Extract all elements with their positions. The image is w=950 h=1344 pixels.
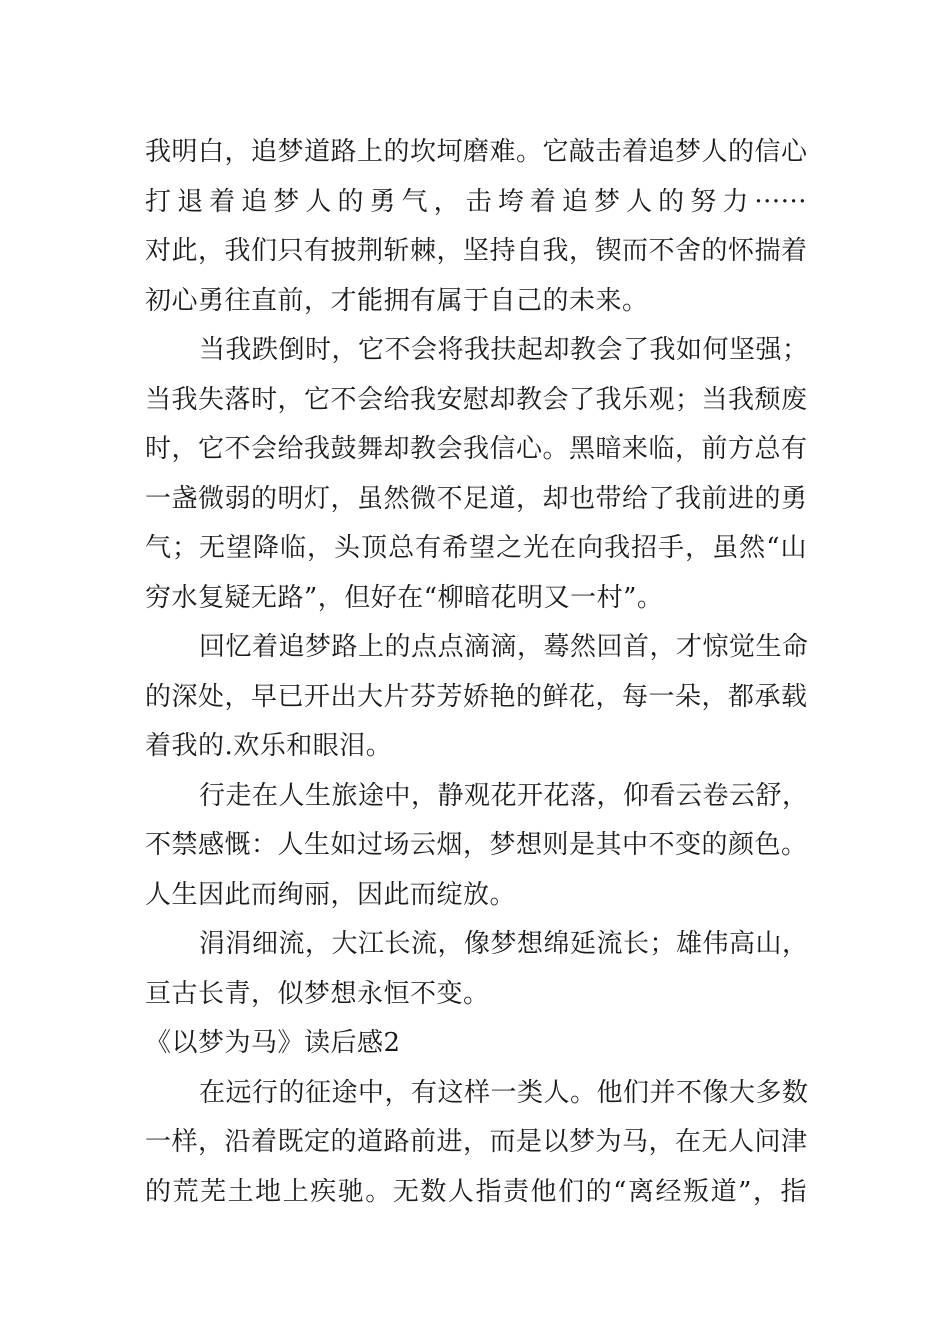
paragraph xyxy=(145,128,807,326)
text-line: 我明白，追梦道路上的坎坷磨难。它敲击着追梦人的信心 xyxy=(145,137,808,167)
text-line: 气；无望降临，头顶总有希望之光在向我招手，虽然“山 xyxy=(145,533,807,563)
text-line: 初心勇往直前，才能拥有属于自己的未来。 xyxy=(145,285,649,316)
text-line: 当我跌倒时，它不会将我扶起却教会了我如何坚强； xyxy=(199,335,809,365)
paragraph xyxy=(145,1069,807,1218)
section-heading: 《以梦为马》读后感2 xyxy=(145,1028,401,1058)
text-line: 一盏微弱的明灯，虽然微不足道，却也带给了我前进的勇 xyxy=(145,483,808,514)
text-line: 的深处，早已开出大片芬芳娇艳的鲜花，每一朵，都承载 xyxy=(145,681,808,712)
text-line: 当我失落时，它不会给我安慰却教会了我乐观；当我颓废 xyxy=(145,384,808,415)
text-line: 不禁感慨：人生如过场云烟，梦想则是其中不变的颜色。 xyxy=(145,830,808,860)
text-line: 穷水复疑无路”，但好在“柳暗花明又一村”。 xyxy=(145,582,664,613)
paragraph xyxy=(145,920,807,1019)
text-line: 人生因此而绚丽，因此而绽放。 xyxy=(145,879,517,910)
text-line: 行走在人生旅途中，静观花开花落，仰看云卷云舒， xyxy=(199,780,809,811)
text-line: 一样，沿着既定的道路前进，而是以梦为马，在无人问津 xyxy=(145,1127,808,1157)
document-body xyxy=(145,128,807,1217)
text-line: 在远行的征途中，有这样一类人。他们并不像大多数 xyxy=(199,1077,809,1108)
text-line: 时，它不会给我鼓舞却教会我信心。黑暗来临，前方总有 xyxy=(145,434,808,464)
text-line: 打退着追梦人的勇气，击垮着追梦人的努力······ xyxy=(145,186,807,217)
text-line: 着我的.欢乐和眼泪。 xyxy=(145,731,393,761)
text-line: 对此，我们只有披荆斩棘，坚持自我，锲而不舍的怀揣着 xyxy=(145,236,808,266)
text-line: 的荒芜土地上疾驰。无数人指责他们的“离经叛道”，指 xyxy=(145,1176,807,1207)
text-line: 回忆着追梦路上的点点滴滴，蓦然回首，才惊觉生命 xyxy=(199,632,809,662)
paragraph xyxy=(145,623,807,772)
paragraph xyxy=(145,326,807,623)
paragraph xyxy=(145,772,807,921)
text-line: 涓涓细流，大江长流，像梦想绵延流长；雄伟高山， xyxy=(199,929,809,959)
text-line: 亘古长青，似梦想永恒不变。 xyxy=(145,978,490,1009)
